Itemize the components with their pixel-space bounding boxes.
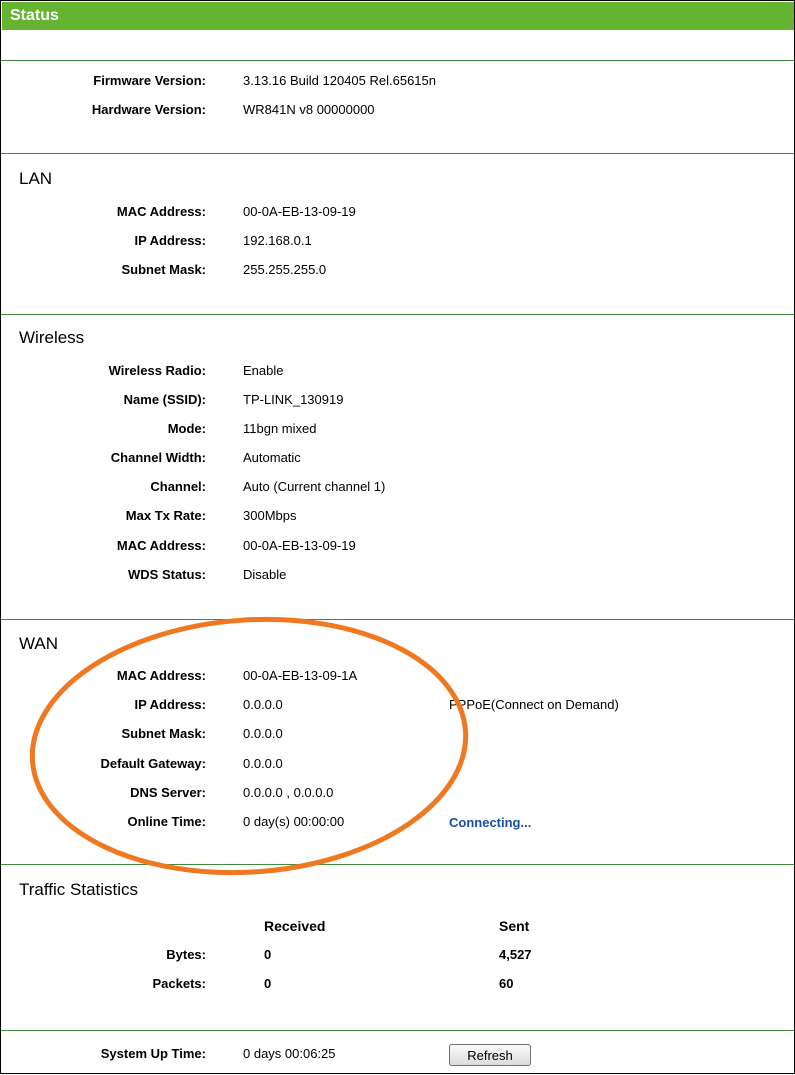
system-up-time-value: 0 days 00:06:25 <box>243 1046 336 1061</box>
connecting-link[interactable]: Connecting... <box>449 815 532 830</box>
wan-connection-type: PPPoE(Connect on Demand) <box>449 697 619 712</box>
section-divider <box>1 619 794 620</box>
lan-ip-label: IP Address: <box>134 233 206 248</box>
channel-value: Auto (Current channel 1) <box>243 479 386 494</box>
bytes-received: 0 <box>264 947 272 962</box>
wds-status-label: WDS Status: <box>128 567 206 582</box>
wireless-mac-label: MAC Address: <box>116 538 206 553</box>
bytes-label: Bytes: <box>166 947 206 962</box>
wds-status-value: Disable <box>243 567 287 582</box>
wan-ip-label: IP Address: <box>134 697 206 712</box>
online-time-label: Online Time: <box>127 814 206 829</box>
default-gateway-value: 0.0.0.0 <box>243 756 283 771</box>
wireless-radio-label: Wireless Radio: <box>108 363 206 378</box>
dns-server-value: 0.0.0.0 , 0.0.0.0 <box>243 785 334 800</box>
lan-section-title: LAN <box>19 169 53 188</box>
max-tx-rate-label: Max Tx Rate: <box>125 508 206 523</box>
hardware-value: WR841N v8 00000000 <box>243 102 375 117</box>
system-up-time-label: System Up Time: <box>100 1046 206 1061</box>
wireless-section-title: Wireless <box>19 328 85 347</box>
traffic-section-title: Traffic Statistics <box>19 880 139 899</box>
section-divider <box>1 1030 794 1031</box>
mode-value: 11bgn mixed <box>243 421 317 436</box>
mode-label: Mode: <box>167 421 206 436</box>
firmware-label: Firmware Version: <box>93 73 206 88</box>
lan-mask-label: Subnet Mask: <box>121 262 206 277</box>
channel-label: Channel: <box>150 479 206 494</box>
sent-header: Sent <box>499 918 530 934</box>
wireless-radio-value: Enable <box>243 363 284 378</box>
lan-mask-value: 255.255.255.0 <box>243 262 327 277</box>
section-divider <box>1 864 794 865</box>
lan-ip-value: 192.168.0.1 <box>243 233 312 248</box>
packets-label: Packets: <box>152 976 206 991</box>
refresh-button[interactable]: Refresh <box>449 1044 531 1066</box>
max-tx-rate-value: 300Mbps <box>243 508 297 523</box>
wan-mac-label: MAC Address: <box>116 668 206 683</box>
dns-server-label: DNS Server: <box>130 785 206 800</box>
wireless-mac-value: 00-0A-EB-13-09-19 <box>243 538 356 553</box>
online-time-value: 0 day(s) 00:00:00 <box>243 814 345 829</box>
ssid-value: TP-LINK_130919 <box>243 392 344 407</box>
lan-mac-value: 00-0A-EB-13-09-19 <box>243 204 356 219</box>
section-divider <box>1 153 794 154</box>
lan-mac-label: MAC Address: <box>116 204 206 219</box>
hardware-label: Hardware Version: <box>91 102 206 117</box>
packets-received: 0 <box>264 976 272 991</box>
wan-mask-label: Subnet Mask: <box>121 726 206 741</box>
ssid-label: Name (SSID): <box>123 392 206 407</box>
wan-mac-value: 00-0A-EB-13-09-1A <box>243 668 358 683</box>
wan-mask-value: 0.0.0.0 <box>243 726 283 741</box>
section-divider <box>1 314 794 315</box>
firmware-value: 3.13.16 Build 120405 Rel.65615n <box>243 73 436 88</box>
packets-sent: 60 <box>499 976 514 991</box>
channel-width-label: Channel Width: <box>110 450 206 465</box>
received-header: Received <box>264 918 326 934</box>
channel-width-value: Automatic <box>243 450 301 465</box>
bytes-sent: 4,527 <box>499 947 532 962</box>
default-gateway-label: Default Gateway: <box>100 756 206 771</box>
section-divider <box>1 60 794 61</box>
wan-ip-value: 0.0.0.0 <box>243 697 283 712</box>
wan-section-title: WAN <box>19 634 59 653</box>
page-title: Status <box>2 2 794 30</box>
